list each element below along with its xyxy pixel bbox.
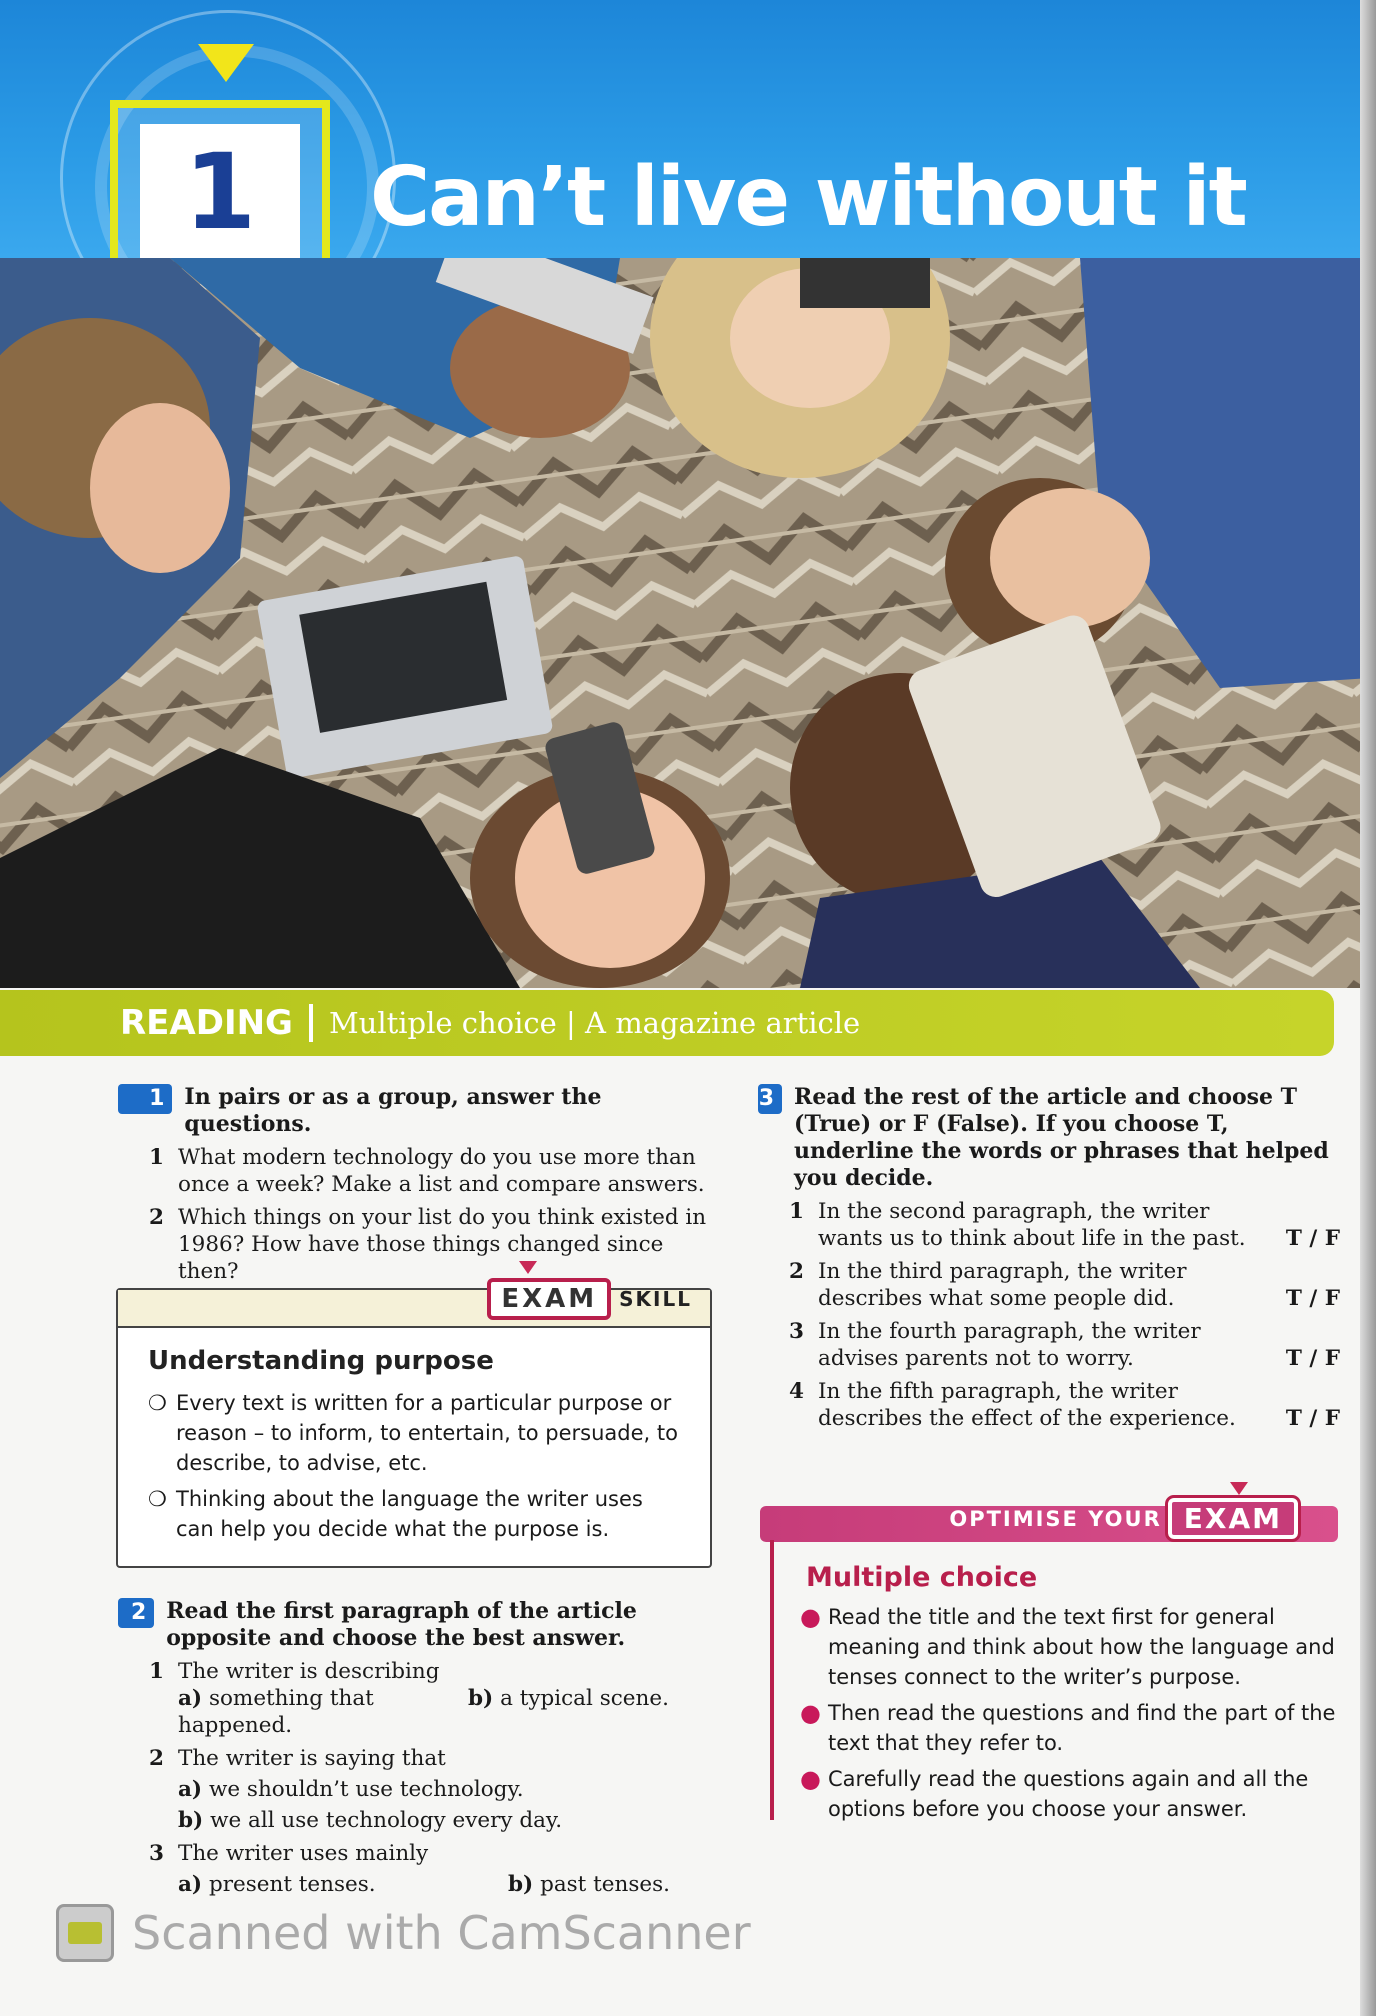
face-right bbox=[990, 488, 1150, 628]
list-item: ● Then read the questions and find the part of the text that they refer to. bbox=[800, 1698, 1340, 1758]
unit-banner bbox=[0, 0, 1360, 258]
optimise-tips bbox=[800, 1602, 1340, 1824]
answer-options: a) something that happened. b) a typical scene. bbox=[178, 1686, 669, 1738]
camscanner-watermark bbox=[56, 1904, 751, 1962]
optimise-heading: Multiple choice bbox=[806, 1562, 1038, 1593]
list-item: 3 In the fourth paragraph, the writer advises parents not to worry. T / F bbox=[789, 1319, 1340, 1371]
question-number-badge: 3 bbox=[758, 1084, 782, 1114]
reading-subtitle: Multiple choice | A magazine article bbox=[328, 1006, 861, 1040]
unit-number: 1 bbox=[183, 131, 257, 253]
list-item: ● Carefully read the questions again and all the options before you choose your answer. bbox=[800, 1764, 1340, 1824]
question-2 bbox=[118, 1598, 718, 1898]
watermark-text: Scanned with CamScanner bbox=[132, 1906, 751, 1960]
exam-label: EXAM bbox=[487, 1278, 611, 1320]
exam-skill-heading: Understanding purpose bbox=[148, 1346, 494, 1376]
true-false-marker: T / F bbox=[1285, 1346, 1340, 1371]
yellow-triangle-icon bbox=[198, 44, 254, 82]
question-number-badge: 2 bbox=[118, 1598, 154, 1628]
list-item: ❍ Every text is written for a particular purpose or reason – to inform, to entertain, to persuade, to describe, to advise, etc. bbox=[148, 1388, 678, 1478]
circle-bullet-icon: ❍ bbox=[148, 1487, 167, 1511]
exam-skill-box bbox=[116, 1284, 712, 1568]
true-false-marker: T / F bbox=[1285, 1286, 1340, 1311]
red-triangle-icon bbox=[1230, 1482, 1248, 1495]
list-item: 4 In the fifth paragraph, the writer describes the effect of the experience. T / F bbox=[789, 1379, 1340, 1431]
reading-section-bar bbox=[0, 990, 1334, 1056]
list-item: ❍ Thinking about the language the writer uses can help you decide what the purpose is. bbox=[148, 1484, 678, 1544]
skill-label: SKILL bbox=[619, 1287, 692, 1311]
exam-skill-tag bbox=[487, 1278, 692, 1320]
optimise-side-line bbox=[770, 1540, 774, 1820]
dot-bullet-icon: ● bbox=[800, 1765, 821, 1793]
list-item: 2 Which things on your list do you think existed in 1986? How have those things changed since then? bbox=[149, 1205, 707, 1284]
red-triangle-icon bbox=[519, 1261, 537, 1274]
true-false-marker: T / F bbox=[1285, 1406, 1340, 1431]
reading-label: READING bbox=[120, 1003, 293, 1043]
question-number-badge: 1 bbox=[118, 1084, 172, 1114]
dot-bullet-icon: ● bbox=[800, 1603, 821, 1631]
list-item: 1 The writer is describing bbox=[149, 1659, 440, 1684]
question-heading: In pairs or as a group, answer the questions. bbox=[184, 1084, 602, 1137]
camscanner-logo-icon bbox=[56, 1904, 114, 1962]
question-heading: Read the first paragraph of the article opposite and choose the best answer. bbox=[166, 1598, 637, 1651]
question-1 bbox=[118, 1084, 718, 1285]
exam-skill-header bbox=[118, 1284, 710, 1328]
list-item: 3 The writer uses mainly bbox=[149, 1841, 429, 1866]
dot-bullet-icon: ● bbox=[800, 1699, 821, 1727]
face-left bbox=[90, 403, 230, 573]
circle-bullet-icon: ❍ bbox=[148, 1391, 167, 1415]
list-item: 1 What modern technology do you use more than once a week? Make a list and compare answers. bbox=[149, 1145, 705, 1197]
list-item: 2 The writer is saying that bbox=[149, 1746, 446, 1771]
page-edge bbox=[1360, 0, 1376, 2016]
answer-options: a) present tenses. b) past tenses. bbox=[178, 1872, 670, 1897]
reading-separator bbox=[309, 1004, 313, 1042]
optimise-exam-bar bbox=[760, 1502, 1338, 1542]
question-heading: Read the rest of the article and choose T (True) or F (False). If you choose T, underline the words or phrases that helped you decide. bbox=[794, 1084, 1329, 1191]
optimise-label: OPTIMISE YOUR bbox=[949, 1506, 1162, 1531]
answer-option: a) we shouldn’t use technology. bbox=[178, 1777, 524, 1802]
list-item: 1 In the second paragraph, the writer wants us to think about life in the past. T / F bbox=[789, 1199, 1340, 1251]
phone-top bbox=[800, 258, 930, 308]
question-3 bbox=[758, 1084, 1340, 1432]
optimise-exam-tag bbox=[949, 1498, 1298, 1539]
list-item: 2 In the third paragraph, the writer describes what some people did. T / F bbox=[789, 1259, 1340, 1311]
unit-photo bbox=[0, 258, 1370, 988]
exam-label: EXAM bbox=[1168, 1498, 1298, 1539]
list-item: ● Read the title and the text first for general meaning and think about how the language and tenses connect to the writer’s purpose. bbox=[800, 1602, 1340, 1692]
unit-title: Can’t live without it bbox=[370, 150, 1246, 245]
answer-option: b) we all use technology every day. bbox=[178, 1808, 563, 1833]
true-false-marker: T / F bbox=[1285, 1226, 1340, 1251]
